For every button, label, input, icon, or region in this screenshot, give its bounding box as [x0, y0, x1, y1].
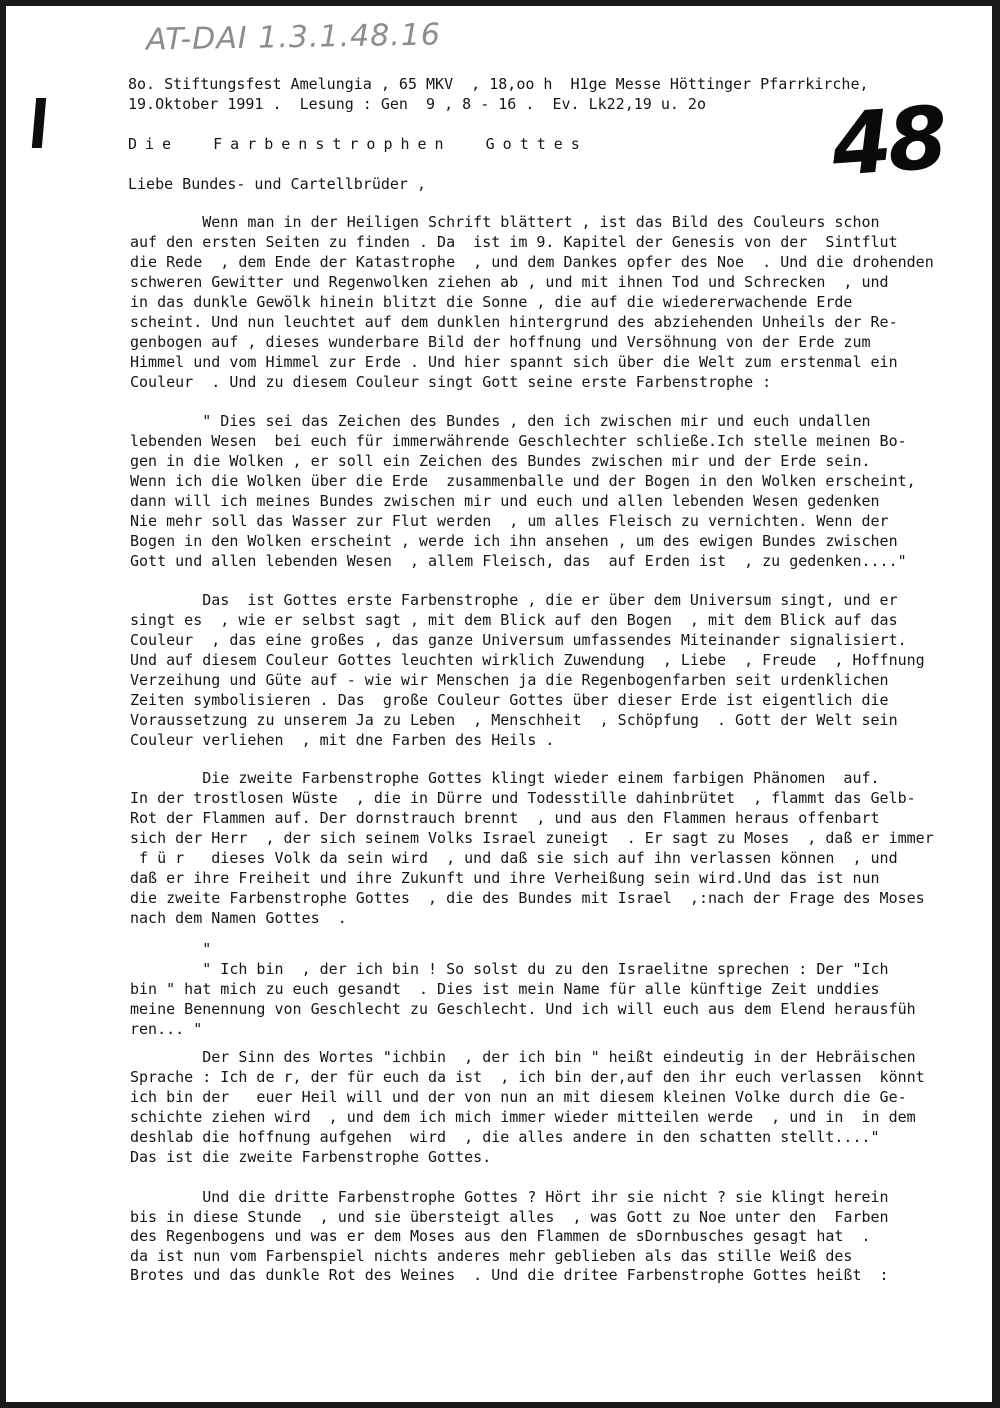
- text-line: deshlab die hoffnung aufgehen wird , die alles andere in den schatten stellt....": [130, 1128, 880, 1146]
- text-line: Der Sinn des Wortes "ichbin , der ich bin " heißt eindeutig in der Hebräischen: [130, 1048, 916, 1066]
- text-line: meine Benennung von Geschlecht zu Geschlecht. Und ich will euch aus dem Elend herausfüh: [130, 1000, 916, 1018]
- text-line: gen in die Wolken , er soll ein Zeichen des Bundes zwischen mir und der Erde sein.: [130, 452, 871, 470]
- archive-stamp: AT-DAI 1.3.1.48.16: [145, 17, 442, 58]
- text-line: scheint. Und nun leuchtet auf dem dunklen hintergrund des abziehenden Unheils der Re-: [130, 313, 898, 331]
- text-line: Zeiten symbolisieren . Das große Couleur Gottes über dieser Erde ist eigentlich die: [130, 691, 889, 709]
- text-line: Couleur verliehen , mit dne Farben des Heils .: [130, 731, 555, 749]
- text-line: ": [130, 940, 212, 958]
- text-line: Nie mehr soll das Wasser zur Flut werden , um alles Fleisch zu vernichten. Wenn der: [130, 512, 889, 530]
- text-line: Bogen in den Wolken erscheint , werde ich ihn ansehen , um des ewigen Bundes zwischen: [130, 532, 898, 550]
- document-page: [6, 6, 992, 1402]
- text-line: f ü r dieses Volk da sein wird , und daß sie sich auf ihn verlassen können , und: [130, 849, 898, 867]
- text-line: Gott und allen lebenden Wesen , allem Fleisch, das auf Erden ist , zu gedenken....": [130, 552, 907, 570]
- text-line: genbogen auf , dieses wunderbare Bild der hoffnung und Versöhnung von der Erde zum: [130, 333, 871, 351]
- text-line: bin " hat mich zu euch gesandt . Dies ist mein Name für alle künftige Zeit unddies: [130, 980, 880, 998]
- text-line: Voraussetzung zu unserem Ja zu Leben , Menschheit , Schöpfung . Gott der Welt sein: [130, 711, 898, 729]
- header-line: 8o. Stiftungsfest Amelungia , 65 MKV , 18,oo h H1ge Messe Höttinger Pfarrkirche,: [128, 75, 869, 93]
- text-line: da ist nun vom Farbenspiel nichts anderes mehr geblieben als das stille Weiß des: [130, 1246, 853, 1265]
- text-line: " Dies sei das Zeichen des Bundes , den ich zwischen mir und euch undallen: [130, 412, 871, 430]
- text-line: ich bin der euer Heil will und der von nun an mit diesem kleinen Volke durch die Ge-: [130, 1088, 907, 1106]
- text-line: die zweite Farbenstrophe Gottes , die des Bundes mit Israel ,:nach der Frage des Moses: [130, 889, 925, 907]
- text-line: dann will ich meines Bundes zwischen mir und euch und allen lebenden Wesen gedenken: [130, 492, 880, 510]
- text-line: die Rede , dem Ende der Katastrophe , und dem Dankes opfer des Noe . Und die drohenden: [130, 253, 934, 271]
- text-line: Und die dritte Farbenstrophe Gottes ? Hört ihr sie nicht ? sie klingt herein: [130, 1188, 889, 1206]
- text-line: Das ist die zweite Farbenstrophe Gottes.: [130, 1148, 492, 1166]
- text-line: Himmel und vom Himmel zur Erde . Und hier spannt sich über die Welt zum erstenmal ein: [130, 353, 898, 371]
- text-line: sich der Herr , der sich seinem Volks Israel zuneigt . Er sagt zu Moses , daß er immer: [130, 829, 934, 847]
- text-line: Wenn man in der Heiligen Schrift blättert , ist das Bild des Couleurs schon: [130, 213, 880, 231]
- text-line: In der trostlosen Wüste , die in Dürre und Todesstille dahinbrütet , flammt das Gelb-: [130, 789, 916, 807]
- text-line: in das dunkle Gewölk hinein blitzt die Sonne , die auf die wiedererwachende Erde: [130, 293, 853, 311]
- text-line: bis in diese Stunde , und sie übersteigt alles , was Gott zu Noe unter den Farben: [130, 1207, 889, 1226]
- text-line: nach dem Namen Gottes .: [130, 909, 347, 927]
- text-line: Und auf diesem Couleur Gottes leuchten wirklich Zuwendung , Liebe , Freude , Hoffnung: [130, 651, 925, 669]
- text-line: schichte ziehen wird , und dem ich mich immer wieder mitteilen werde , und in in dem: [130, 1108, 916, 1126]
- text-line: des Regenbogens und was er dem Moses aus den Flammen de sDornbusches gesagt hat .: [130, 1227, 871, 1245]
- text-line: Sprache : Ich de r, der für euch da ist , ich bin der,auf den ihr euch verlassen könnt: [130, 1068, 925, 1086]
- text-line: Rot der Flammen auf. Der dornstrauch brennt , und aus den Flammen heraus offenbart: [130, 809, 880, 827]
- page-number: 48: [828, 88, 948, 196]
- text-line: " Ich bin , der ich bin ! So solst du zu den Israelitne sprechen : Der "Ich: [130, 960, 889, 978]
- text-line: singt es , wie er selbst sagt , mit dem Blick auf den Bogen , mit dem Blick auf das: [130, 611, 898, 629]
- text-line: Die zweite Farbenstrophe Gottes klingt wieder einem farbigen Phänomen auf.: [130, 769, 880, 787]
- document-title: Die Farbenstrophen Gottes: [128, 135, 588, 153]
- text-line: Verzeihung und Güte auf - wie wir Menschen ja die Regenbogenfarben seit urdenklichen: [130, 671, 889, 689]
- text-line: ren... ": [130, 1020, 203, 1038]
- text-line: schweren Gewitter und Regenwolken ziehen ab , und mit ihnen Tod und Schrecken , und: [130, 273, 889, 291]
- scan-edge-mark: [32, 98, 46, 148]
- text-line: Das ist Gottes erste Farbenstrophe , die er über dem Universum singt, und er: [130, 591, 898, 609]
- salutation: Liebe Bundes- und Cartellbrüder ,: [128, 175, 427, 193]
- text-line: Couleur . Und zu diesem Couleur singt Gott seine erste Farbenstrophe :: [130, 373, 772, 391]
- text-line: Wenn ich die Wolken über die Erde zusammenballe und der Bogen in den Wolken erscheint,: [130, 472, 916, 490]
- text-line: Couleur , das eine großes , das ganze Universum umfassendes Miteinander signalisiert.: [130, 631, 907, 649]
- text-line: Brotes und das dunkle Rot des Weines . Und die dritee Farbenstrophe Gottes heißt :: [130, 1266, 889, 1284]
- text-line: lebenden Wesen bei euch für immerwährende Geschlechter schließe.Ich stelle meinen Bo-: [130, 432, 907, 450]
- text-line: daß er ihre Freiheit und ihre Zukunft und ihre Verheißung sein wird.Und das ist nun: [130, 869, 880, 887]
- header-line: 19.Oktober 1991 . Lesung : Gen 9 , 8 - 16 . Ev. Lk22,19 u. 2o: [128, 95, 706, 113]
- text-line: auf den ersten Seiten zu finden . Da ist im 9. Kapitel der Genesis von der Sintflut: [130, 233, 898, 251]
